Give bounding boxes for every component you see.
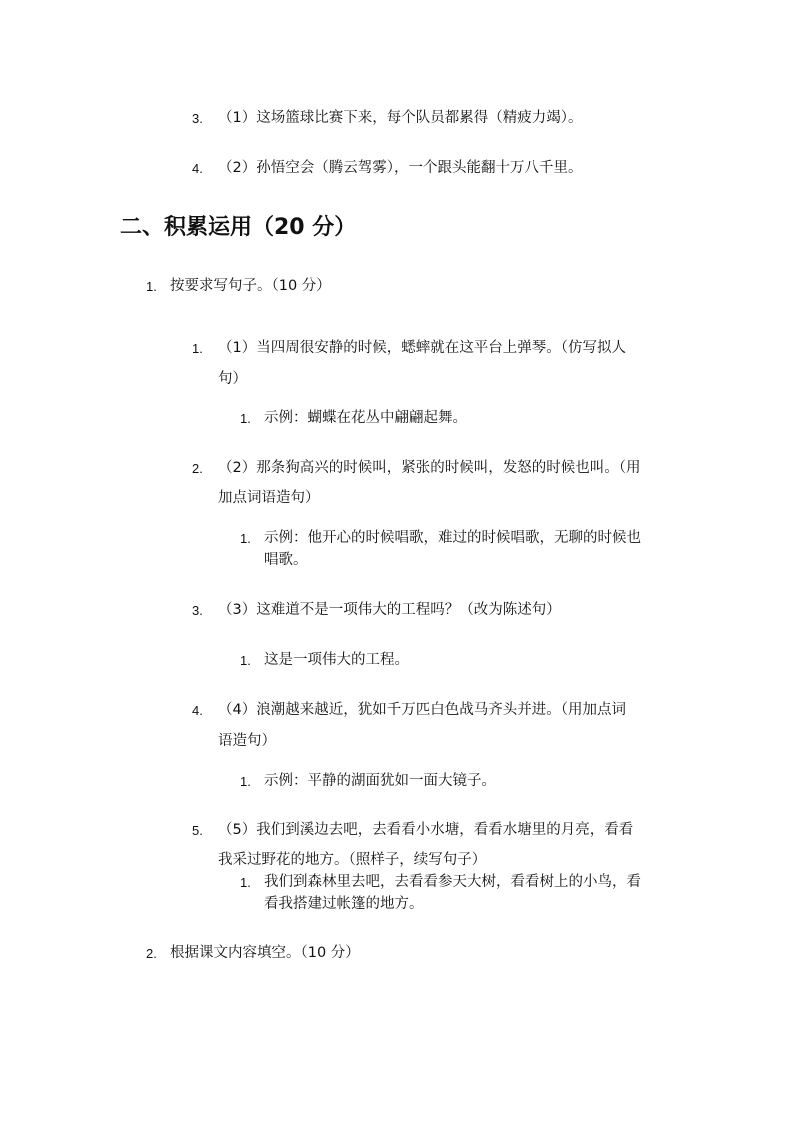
answer-text-line: 示例：他开心的时候唱歌，难过的时候唱歌，无聊的时候也 [264,530,641,546]
sub-text-line: 语造句） [218,733,276,749]
sub-text-line: （4）浪潮越来越近，犹如千万匹白色战马齐头并进。（用加点词 [218,702,626,718]
answer-number: 1. [240,531,251,546]
sub-number: 3. [192,603,203,618]
answer-text-line: 示例：蝴蝶在花丛中翩翩起舞。 [264,410,467,426]
answer-number: 1. [240,411,251,426]
item-text: （1）这场篮球比赛下来，每个队员都累得（精疲力竭）。 [218,110,583,126]
question-number: 1. [146,279,157,294]
sub-text-line: （3）这难道不是一项伟大的工程吗？（改为陈述句） [218,602,561,618]
sub-number: 5. [192,823,203,838]
question-text: 根据课文内容填空。（10 分） [170,945,360,961]
sub-number: 2. [192,461,203,476]
sub-text-line: 句） [218,371,247,387]
sub-text-line: （2）那条狗高兴的时候叫，紧张的时候叫，发怒的时候也叫。（用 [218,460,641,476]
sub-text-line: （5）我们到溪边去吧，去看看小水塘，看看水塘里的月亮，看看 [218,822,634,838]
answer-text-line: 看我搭建过帐篷的地方。 [264,896,424,912]
item-text: （2）孙悟空会（腾云驾雾），一个跟头能翻十万八千里。 [218,160,583,176]
sub-number: 1. [192,341,203,356]
sub-text-line: 加点词语造句） [218,490,320,506]
answer-text-line: 唱歌。 [264,552,308,568]
answer-number: 1. [240,875,251,890]
answer-number: 1. [240,653,251,668]
question-number: 2. [146,946,157,961]
answer-text-line: 我们到森林里去吧，去看看参天大树，看看树上的小鸟，看 [264,874,641,890]
question-text: 按要求写句子。（10 分） [170,278,331,294]
answer-text-line: 这是一项伟大的工程。 [264,652,409,668]
answer-number: 1. [240,774,251,789]
section-heading: 二、积累运用（20 分） [120,215,357,240]
sub-text-line: （1）当四周很安静的时候，蟋蟀就在这平台上弹琴。（仿写拟人 [218,340,626,356]
item-number: 3. [192,111,203,126]
item-number: 4. [192,161,203,176]
sub-text-line: 我采过野花的地方。（照样子，续写句子） [218,852,487,868]
answer-text-line: 示例：平静的湖面犹如一面大镜子。 [264,773,496,789]
sub-number: 4. [192,703,203,718]
